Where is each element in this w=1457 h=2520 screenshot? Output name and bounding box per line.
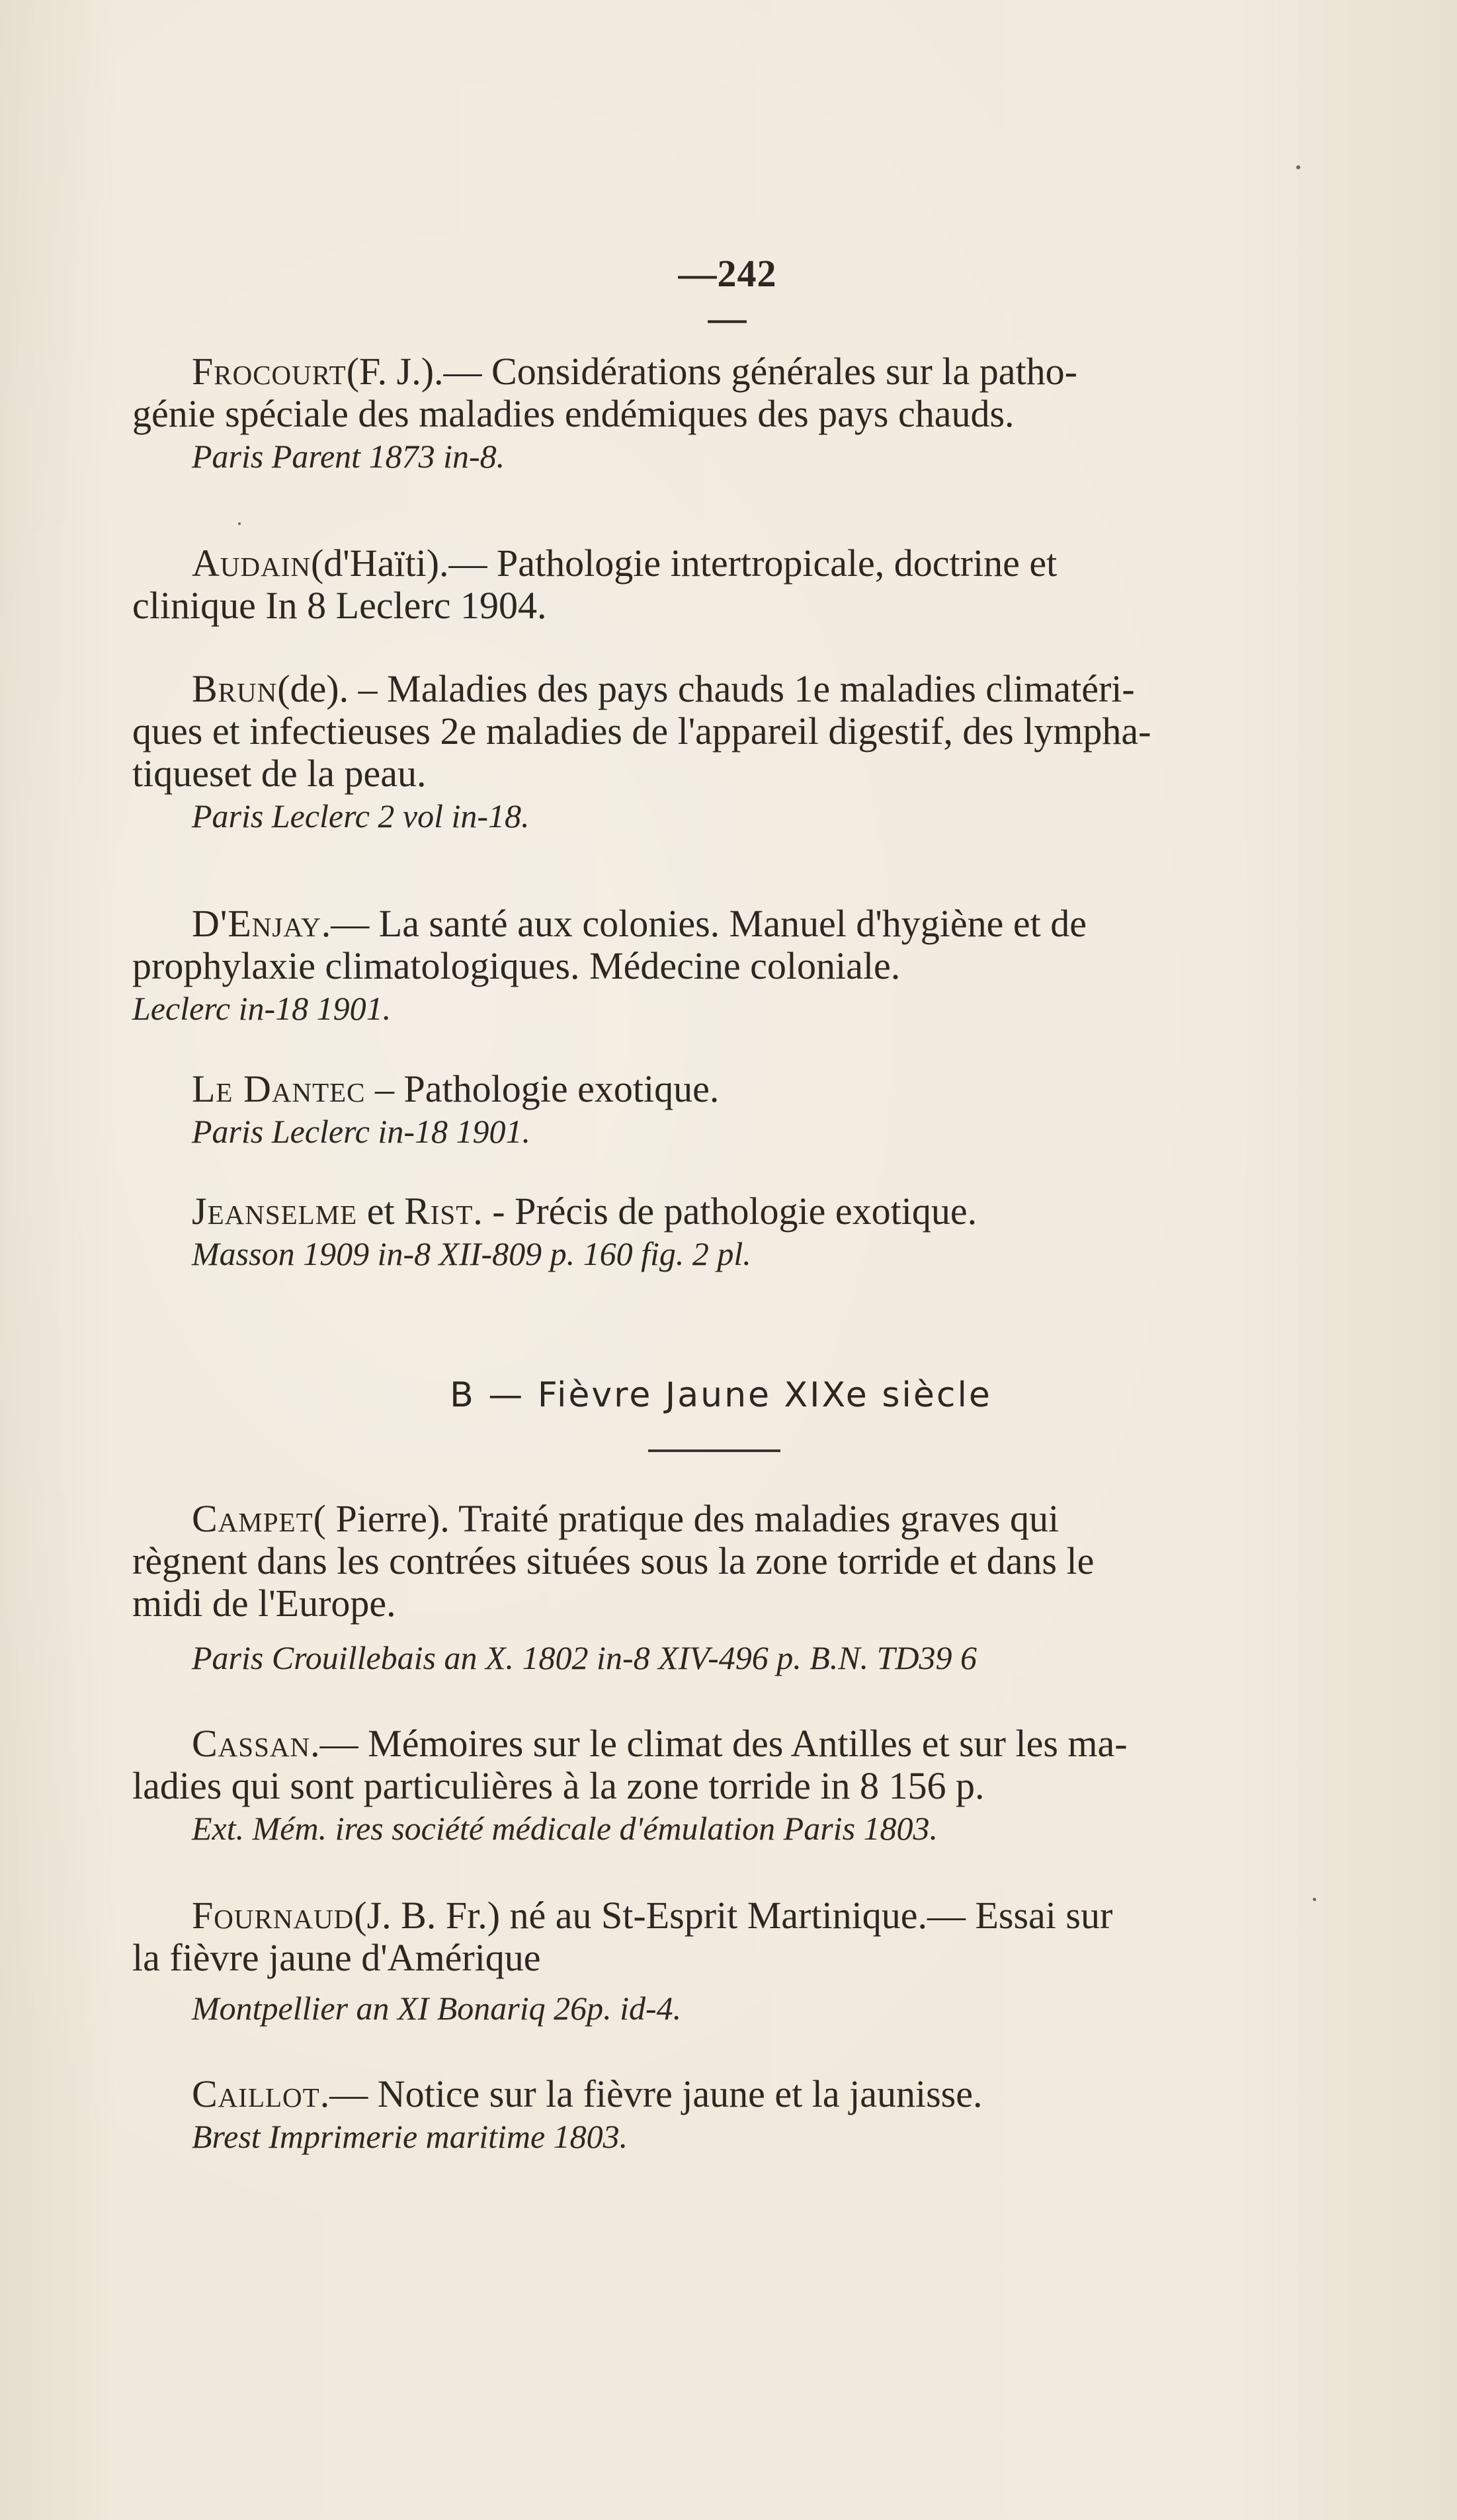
entry-publication: Masson 1909 in-8 XII-809 p. 160 fig. 2 pl. [192, 1235, 751, 1272]
entry-text: (J. B. Fr.) né au St-Esprit Martinique.— Essai sur [354, 1894, 1113, 1937]
page-number: —242— [678, 252, 777, 339]
bibliography-entry-le-dantec [132, 1068, 1310, 1153]
entry-author: Cassan [192, 1722, 311, 1765]
entry-text: tiqueset de la peau. [132, 752, 427, 795]
entry-text: ( Pierre). Traité pratique des maladies graves qui [313, 1497, 1060, 1540]
entry-text: (F. J.).— Considérations générales sur la patho- [346, 350, 1077, 393]
paper-speck [1296, 165, 1300, 169]
entry-text: .— Notice sur la fièvre jaune et la jaunisse. [319, 2072, 983, 2115]
entry-text: la fièvre jaune d'Amérique [132, 1936, 541, 1979]
entry-text: .— Mémoires sur le climat des Antilles et sur les ma- [310, 1722, 1128, 1765]
bibliography-entry-cassan [132, 1723, 1310, 1849]
entry-author: Fournaud [192, 1894, 354, 1937]
entry-author: Jeanselme [192, 1190, 358, 1233]
entry-publication: Brest Imprimerie maritime 1803. [192, 2118, 628, 2155]
entry-text: .— La santé aux colonies. Manuel d'hygiène et de [321, 902, 1087, 945]
entry-author-second: Rist [404, 1190, 474, 1233]
entry-text: ques et infectieuses 2e maladies de l'appareil digestif, des lympha- [132, 710, 1151, 752]
entry-author: D'Enjay [192, 902, 321, 945]
entry-publication: Paris Leclerc 2 vol in-18. [192, 797, 530, 834]
entry-text: – Pathologie exotique. [365, 1067, 720, 1110]
bibliography-entry-audain [132, 542, 1310, 627]
entry-author: Campet [192, 1497, 313, 1540]
entry-text: (de). – Maladies des pays chauds 1e maladies climatéri- [277, 667, 1135, 710]
bibliography-entry-caillot [132, 2073, 1310, 2158]
paper-speck [238, 522, 241, 525]
entry-text: génie spéciale des maladies endémiques des pays chauds. [132, 392, 1015, 435]
entry-text: prophylaxie climatologiques. Médecine coloniale. [132, 944, 901, 987]
entry-text: (d'Haïti).— Pathologie intertropicale, doctrine et [310, 542, 1058, 585]
section-divider [648, 1449, 780, 1452]
entry-publication: Paris Parent 1873 in-8. [192, 438, 505, 475]
bibliography-entry-fournaud [132, 1894, 1310, 2029]
entry-author: Brun [192, 667, 278, 710]
entry-text: . - Précis de pathologie exotique. [473, 1190, 978, 1233]
entry-author: Audain [192, 542, 311, 585]
entry-publication: Paris Crouillebais an X. 1802 in-8 XIV-496 p. B.N. TD39 6 [192, 1639, 978, 1676]
entry-publication: Paris Leclerc in-18 1901. [192, 1113, 530, 1150]
bibliography-entry-campet [132, 1498, 1310, 1679]
bibliography-entry-brun [132, 668, 1310, 837]
bibliography-entry-frocourt [132, 350, 1310, 477]
entry-publication: Ext. Mém. ires société médicale d'émulation Paris 1803. [192, 1810, 938, 1847]
entry-publication: Leclerc in-18 1901. [132, 990, 392, 1027]
entry-text: ladies qui sont particulières à la zone torride in 8 156 p. [132, 1764, 985, 1807]
entry-publication: Montpellier an XI Bonariq 26p. id-4. [192, 1990, 682, 2027]
entry-text: midi de l'Europe. [132, 1582, 396, 1625]
entry-text: clinique In 8 Leclerc 1904. [132, 584, 547, 627]
entry-author: Caillot [192, 2072, 320, 2115]
entry-connector: et [357, 1190, 405, 1233]
section-heading: B — Fièvre Jaune XIXe siècle [450, 1375, 992, 1415]
entry-author: Frocourt [192, 350, 347, 393]
bibliography-entry-denjay [132, 903, 1310, 1030]
entry-text: règnent dans les contrées situées sous la zone torride et dans le [132, 1539, 1095, 1582]
paper-speck [1313, 1898, 1316, 1901]
entry-author: Le Dantec [192, 1067, 366, 1110]
bibliography-entry-jeanselme-rist [132, 1190, 1310, 1275]
